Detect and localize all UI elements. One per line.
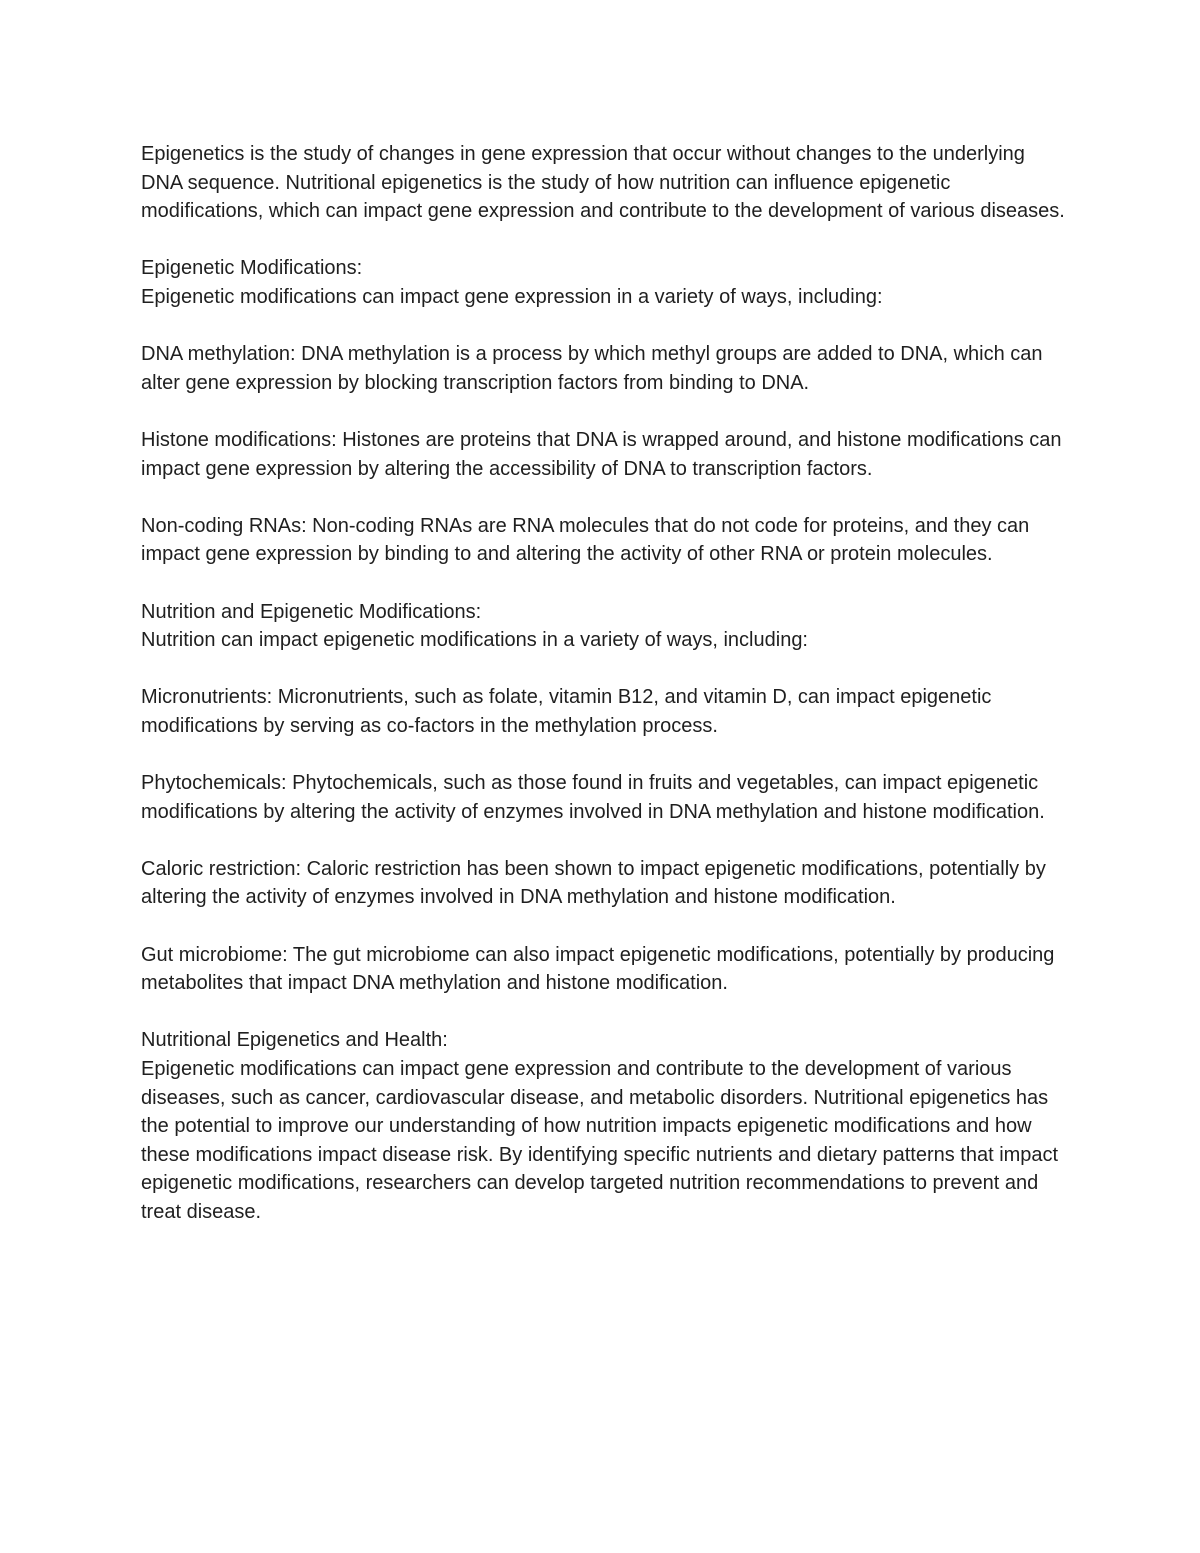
item-gut-microbiome: Gut microbiome: The gut microbiome can also impact epigenetic modifications, potentially by producing metabolites that impact DNA methylation and histone modification.: [141, 943, 1055, 995]
item-phytochemicals: Phytochemicals: Phytochemicals, such as those found in fruits and vegetables, can impact epigenetic modifications by altering the activity of enzymes involved in DNA methylation and histone modification.: [141, 772, 1045, 823]
section-heading-health: Nutritional Epigenetics and Health:: [141, 1029, 448, 1052]
document-body: [141, 140, 1071, 1255]
section-lead-nutrition: Nutrition can impact epigenetic modifications in a variety of ways, including:: [141, 629, 808, 652]
item-histone-modifications: Histone modifications: Histones are proteins that DNA is wrapped around, and histone modifications can impact gene expression by altering the accessibility of DNA to transcription factors.: [141, 428, 1062, 480]
section-heading-nutrition: Nutrition and Epigenetic Modifications:: [141, 600, 482, 623]
section-heading-epigenetic-modifications: Epigenetic Modifications:: [141, 257, 363, 280]
section-lead-epigenetic-modifications: Epigenetic modifications can impact gene expression in a variety of ways, including:: [141, 285, 883, 308]
intro-paragraph: Epigenetics is the study of changes in gene expression that occur without changes to the underlying DNA sequence. Nutritional epigenetics is the study of how nutrition can influence epigenetic modifications, which can impact gene expression and contribute to the development of various diseases.: [141, 143, 1065, 223]
section-body-health: Epigenetic modifications can impact gene expression and contribute to the development of various diseases, such as cancer, cardiovascular disease, and metabolic disorders. Nutritional epigenetics has the potential to improve our understanding of how nutrition impacts epigenetic modifications and how these modifications impact disease risk. By identifying specific nutrients and dietary patterns that impact epigenetic modifications, researchers can develop targeted nutrition recommendations to prevent and treat disease.: [141, 1058, 1059, 1223]
item-non-coding-rnas: Non-coding RNAs: Non-coding RNAs are RNA molecules that do not code for proteins, and they can impact gene expression by binding to and altering the activity of other RNA or protein molecules.: [141, 514, 1030, 566]
item-dna-methylation: DNA methylation: DNA methylation is a process by which methyl groups are added to DNA, which can alter gene expression by blocking transcription factors from binding to DNA.: [141, 343, 1043, 394]
item-micronutrients: Micronutrients: Micronutrients, such as folate, vitamin B12, and vitamin D, can impact epigenetic modifications by serving as co-factors in the methylation process.: [141, 686, 992, 737]
item-caloric-restriction: Caloric restriction: Caloric restriction has been shown to impact epigenetic modifications, potentially by altering the activity of enzymes involved in DNA methylation and histone modification.: [141, 857, 1046, 909]
